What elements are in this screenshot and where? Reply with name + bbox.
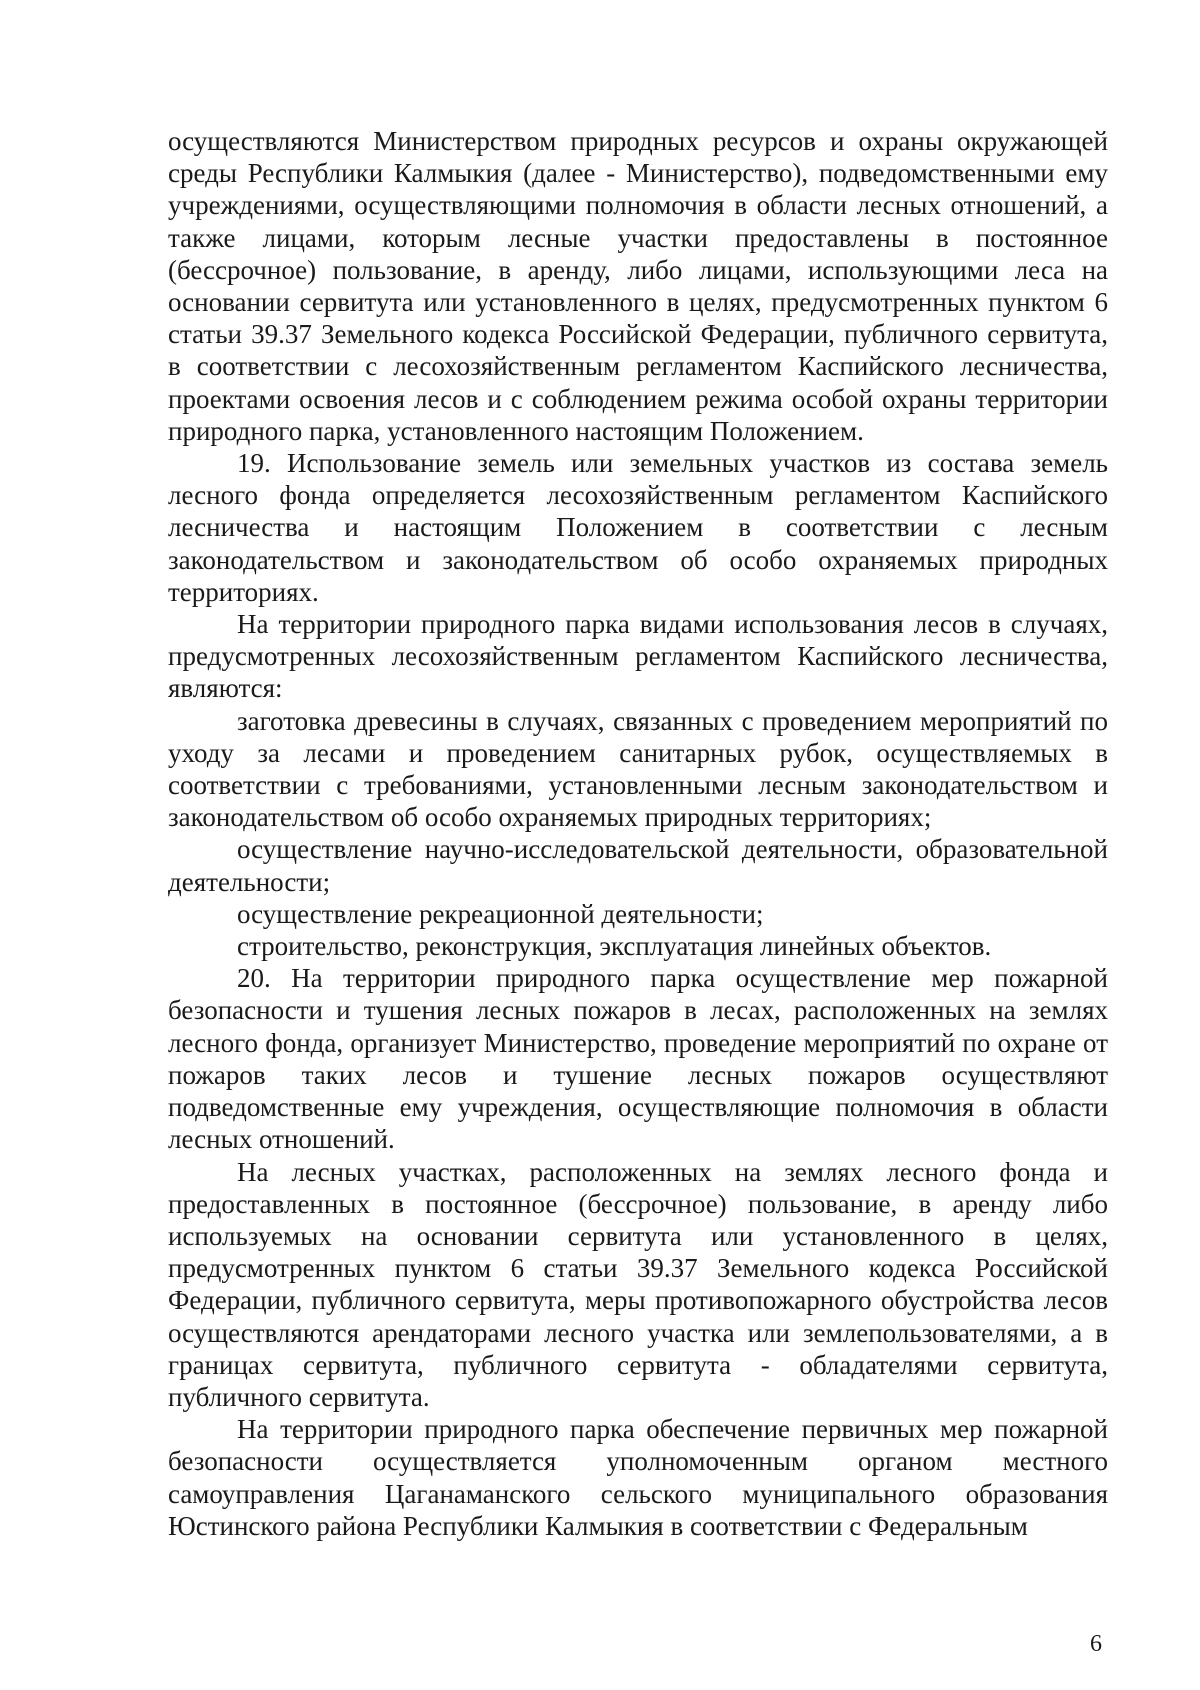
paragraph-leased-plots-fire-measures: На лесных участках, расположенных на землях лесного фонда и предоставленных в постоянное (бессрочное) пользование, в аренду либо используемых на основании сервитута или установленного в целях, предусмотренных пунктом 6 статьи 39.37 Земельного кодекса Российской Федерации, публичного сервитута, меры противопожарного обустройства лесов осуществляются арендаторами лесного участка или землепользователями, а в границах сервитута, публичного сервитута - обладателями сервитута, публичного сервитута. bbox=[168, 1156, 1108, 1412]
list-item-timber-harvesting: заготовка древесины в случаях, связанных с проведением мероприятий по уходу за лесами и проведением санитарных рубок, осуществляемых в соответствии с требованиями, установленными лесным законодательством и законодательством об особо охраняемых природных территориях; bbox=[168, 705, 1108, 833]
list-item-research-activity: осуществление научно-исследовательской деятельности, образовательной деятельности; bbox=[168, 834, 1108, 897]
page-number: 6 bbox=[1090, 1631, 1102, 1657]
paragraph-1: осуществляются Министерством природных ресурсов и охраны окружающей среды Республики Калмыкия (далее - Министерство), подведомственными ему учреждениями, осуществляющими полномочия в области лесных отношений, а также лицами, которым лесные участки предоставлены в постоянное (бессрочное) пользование, в аренду, либо лицами, использующими леса на основании сервитута или установленного в целях, предусмотренных пунктом 6 статьи 39.37 Земельного кодекса Российской Федерации, публичного сервитута, в соответствии с лесохозяйственным регламентом Каспийского лесничества, проектами освоения лесов и с соблюдением режима особой охраны территории природного парка, установленного настоящим Положением. bbox=[168, 126, 1108, 446]
paragraph-20-fire-safety: 20. На территории природного парка осуществление мер пожарной безопасности и тушения лесных пожаров в лесах, расположенных на землях лесного фонда, организует Министерство, проведение мероприятий по охране от пожаров таких лесов и тушение лесных пожаров осуществляют подведомственные ему учреждения, осуществляющие полномочия в области лесных отношений. bbox=[168, 963, 1108, 1155]
list-item-recreation-activity: осуществление рекреационной деятельности; bbox=[237, 898, 764, 929]
paragraph-19-forest-land-use: 19. Использование земель или земельных участков из состава земель лесного фонда определяется лесохозяйственным регламентом Каспийского лесничества и настоящим Положением в соответствии с лесным законодательством и законодательством об особо охраняемых природных территориях. bbox=[168, 448, 1108, 607]
paragraph-forest-use-types-intro: На территории природного парка видами использования лесов в случаях, предусмотренных лесохозяйственным регламентом Каспийского лесничества, являются: bbox=[168, 609, 1108, 704]
document-page bbox=[168, 125, 1108, 1542]
list-item-linear-objects: строительство, реконструкция, эксплуатация линейных объектов. bbox=[237, 931, 992, 962]
paragraph-primary-fire-safety: На территории природного парка обеспечение первичных мер пожарной безопасности осуществляется уполномоченным органом местного самоуправления Цаганаманского сельского муниципального образования Юстинского района Республики Калмыкия в соответствии с Федеральным bbox=[168, 1414, 1108, 1541]
